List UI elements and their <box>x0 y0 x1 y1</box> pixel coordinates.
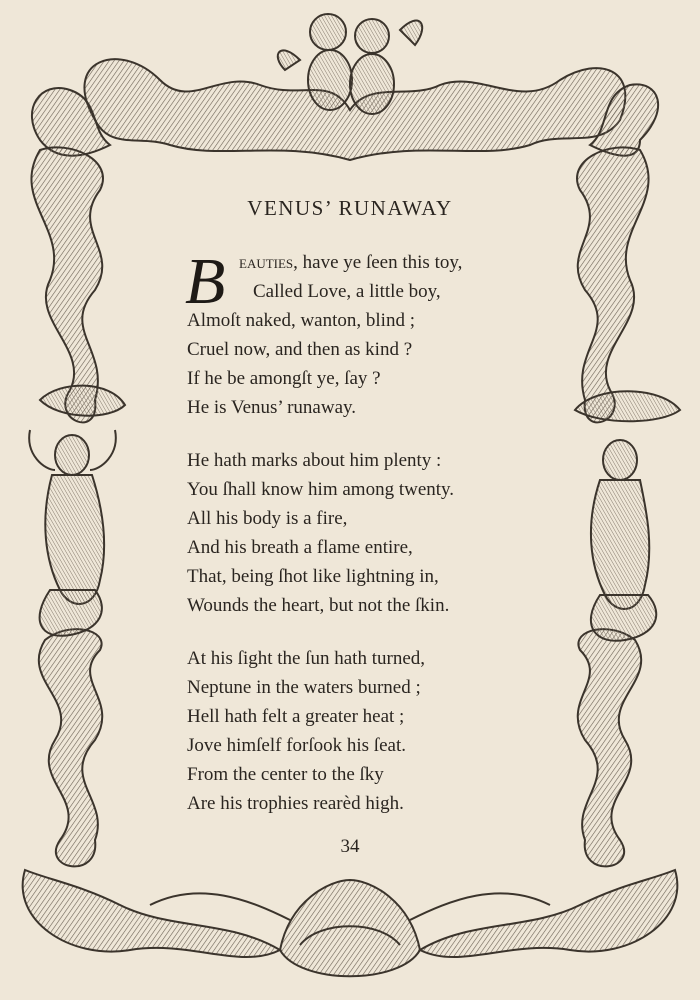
left-caryatid-figure <box>29 386 125 636</box>
drop-cap: B <box>185 245 226 318</box>
poem-line: Wounds the heart, but not the ſkin. <box>187 595 450 616</box>
stanza-2 <box>187 446 547 620</box>
poem-line: He hath marks about him plenty : <box>187 450 442 471</box>
poem-line: eauties, have ye ſeen this toy, <box>239 252 463 273</box>
page-number: 34 <box>340 836 360 857</box>
poem-line: He is Venus’ runaway. <box>187 397 357 418</box>
stanza-gap <box>187 620 547 644</box>
poem-line: That, being ſhot like lightning in, <box>187 566 439 587</box>
poem-line: And his breath a flame entire, <box>187 537 413 558</box>
first-word: eauties <box>239 252 294 272</box>
stanza-1 <box>185 245 547 422</box>
poem-line: Cruel now, and then as kind ? <box>187 339 413 360</box>
poem-line: Are his trophies rearèd high. <box>187 793 404 814</box>
stanza-3 <box>187 644 547 818</box>
poem-line: From the center to the ſky <box>187 764 384 785</box>
stanza-gap <box>187 422 547 446</box>
poem-line: You ſhall know him among twenty. <box>187 479 455 500</box>
poem-line: Almoſt naked, wanton, blind ; <box>187 310 415 331</box>
poem-line: At his ſight the ſun hath turned, <box>187 648 426 669</box>
poem-line: Hell hath felt a greater heat ; <box>187 706 405 727</box>
poem-title: VENUS’ RUNAWAY <box>247 196 453 220</box>
poem-line: All his body is a fire, <box>187 508 348 529</box>
poem-line: Called Love, a little boy, <box>253 281 441 302</box>
poem-body <box>185 245 547 818</box>
poem-line: Neptune in the waters burned ; <box>187 677 421 698</box>
right-caryatid-figure <box>575 391 680 641</box>
poem-line: Jove himſelf forſook his ſeat. <box>187 735 406 756</box>
poem-line: If he be amongſt ye, ſay ? <box>187 368 381 389</box>
